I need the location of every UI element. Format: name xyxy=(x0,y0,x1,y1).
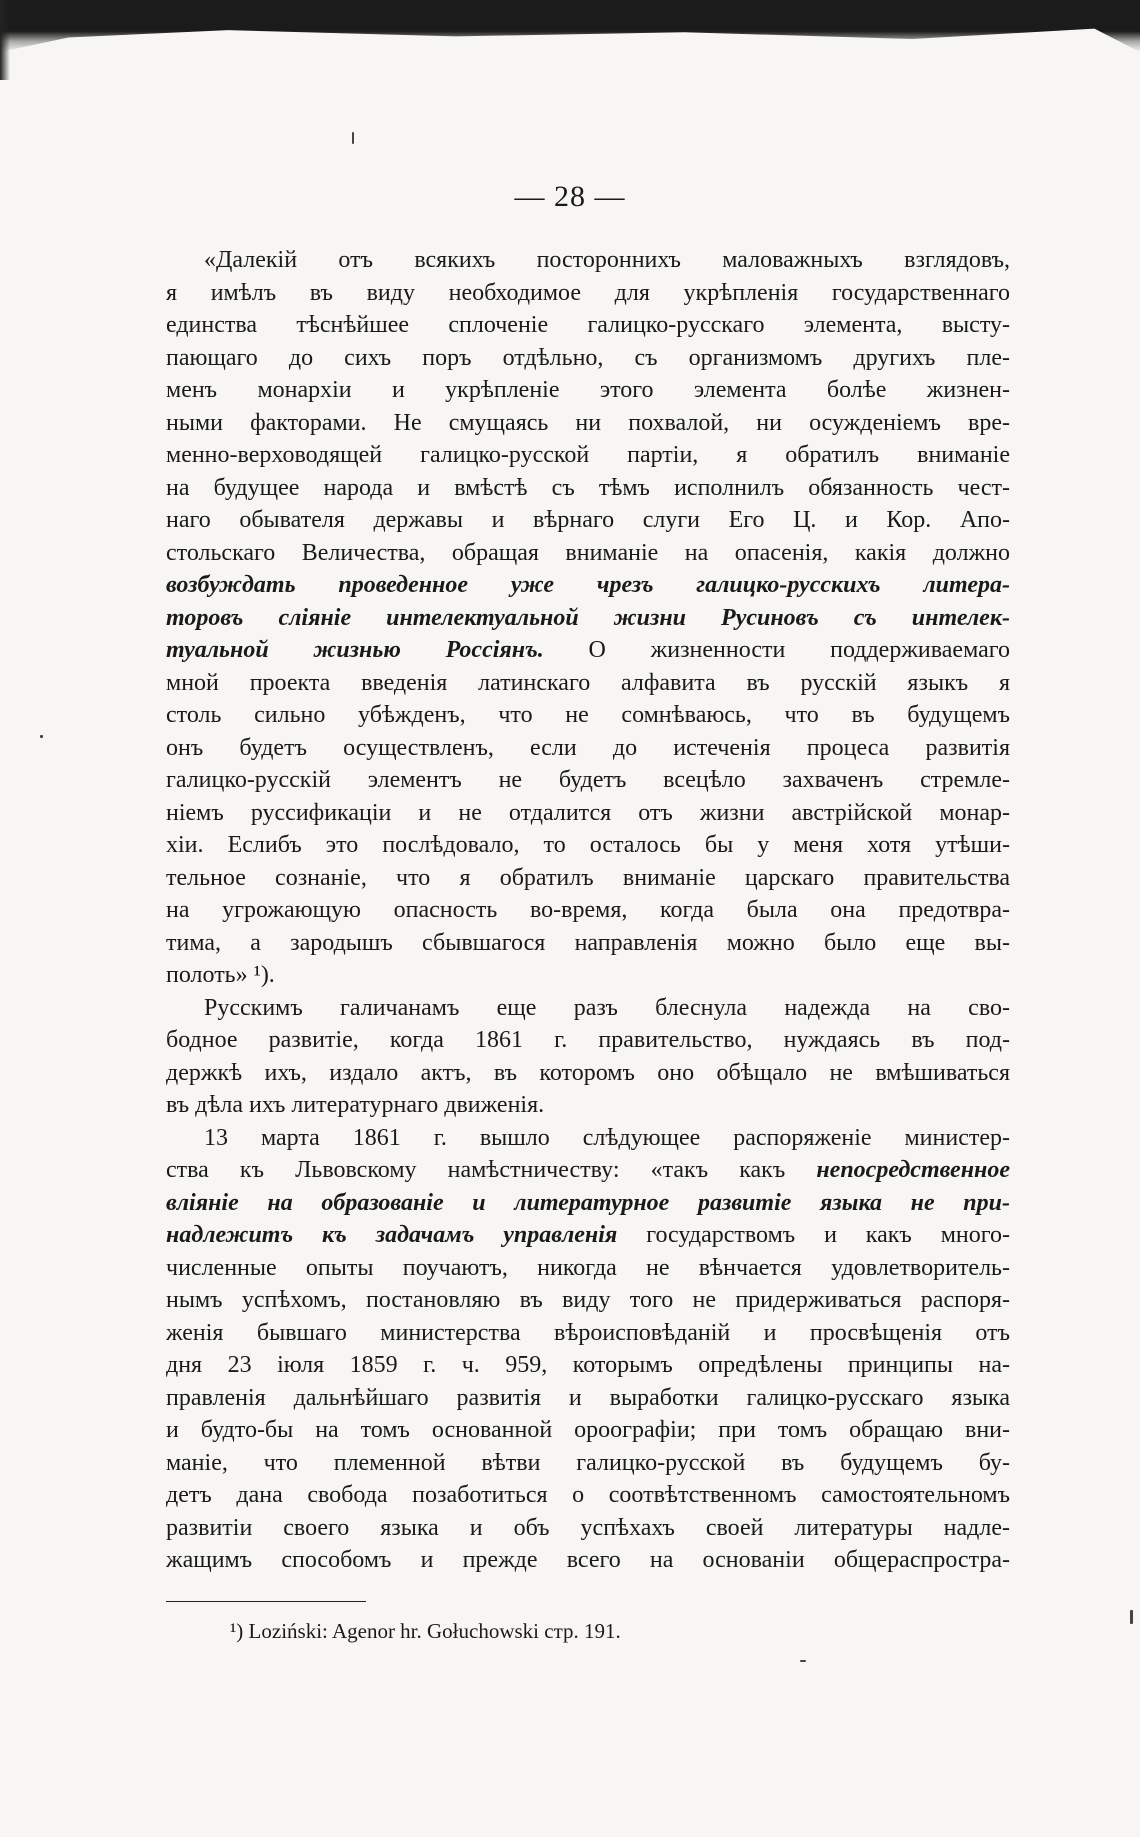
line-text: ніемъ руссификаціи и не отдалится отъ жизни австрійской монар- xyxy=(166,799,1010,826)
line-text: единства тѣснѣйшее сплоченіе галицко-русскаго элемента, высту- xyxy=(166,312,1010,338)
text-line xyxy=(166,1219,1010,1252)
line-text: численные опыты поучаютъ, никогда не вѣнчается удовлетворитель- xyxy=(166,1254,1010,1281)
footnote-rule xyxy=(166,1601,366,1602)
scan-speck xyxy=(1130,1610,1133,1624)
text-line xyxy=(166,1317,1010,1350)
line-text: тельное сознаніе, что я обратилъ вниманіе царскаго правительства xyxy=(166,864,1010,891)
line-text: детъ дана свобода позаботиться о соотвѣтственномъ самостоятельномъ xyxy=(166,1482,1010,1508)
line-text: въ дѣла ихъ литературнаго движенія. xyxy=(166,1092,545,1118)
text-line xyxy=(166,569,1010,602)
text-line xyxy=(166,1187,1010,1220)
scan-speck xyxy=(40,735,43,738)
line-text: и будто-бы на томъ основанной ороографіи; при томъ обращаю вни- xyxy=(166,1417,1010,1443)
text-line xyxy=(166,1447,1010,1480)
line-text: женія бывшаго министерства вѣроисповѣданій и просвѣщенія отъ xyxy=(166,1319,1010,1346)
line-text: дня 23 іюля 1859 г. ч. 959, которымъ опредѣлены принципы на- xyxy=(166,1352,1010,1378)
line-text: Русскимъ галичанамъ еще разъ блеснула надежда на сво- xyxy=(204,994,1010,1021)
text-line xyxy=(166,1154,1010,1187)
line-text: хіи. Еслибъ это послѣдовало, то осталось бы у меня хотя утѣши- xyxy=(166,832,1010,858)
emphasized-text: непосредственное xyxy=(816,1157,1010,1183)
text-line xyxy=(166,1414,1010,1447)
line-text: правленія дальнѣйшаго развитія и выработки галицко-русскаго языка xyxy=(166,1384,1010,1411)
text-line xyxy=(166,537,1010,570)
emphasized-text: туальной жизнью Россіянъ. xyxy=(166,637,544,663)
text-line xyxy=(166,862,1010,895)
body-text xyxy=(166,244,1010,1577)
text-line xyxy=(166,439,1010,472)
emphasized-text: торовъ сліяніе интелектуальной жизни Русиновъ съ интелек- xyxy=(166,604,1010,631)
text-line xyxy=(166,602,1010,635)
text-line xyxy=(166,244,1010,277)
line-text: тима, а зародышъ сбывшагося направленія можно было еще вы- xyxy=(166,929,1010,956)
line-text: ства къ Львовскому намѣстничеству: «такъ какъ xyxy=(166,1157,817,1183)
emphasized-text: вліяніе на образованіе и литературное развитіе языка не при- xyxy=(166,1189,1010,1216)
line-text: я имѣлъ въ виду необходимое для укрѣпленія государственнаго xyxy=(166,279,1010,306)
text-line xyxy=(166,1479,1010,1512)
text-line xyxy=(166,764,1010,797)
text-line xyxy=(166,1512,1010,1545)
line-text: наго обывателя державы и вѣрнаго слуги Его Ц. и Кор. Апо- xyxy=(166,507,1010,533)
scan-border-top xyxy=(0,0,1140,52)
text-line xyxy=(166,1089,1010,1122)
text-line xyxy=(166,992,1010,1025)
text-line xyxy=(166,1252,1010,1285)
line-text: держкѣ ихъ, издало актъ, въ которомъ оно обѣщало не вмѣшиваться xyxy=(166,1059,1010,1086)
line-text: менъ монархіи и укрѣпленіе этого элемента болѣе жизнен- xyxy=(166,377,1010,403)
text-line xyxy=(166,959,1010,992)
text-line xyxy=(166,277,1010,310)
text-line xyxy=(166,342,1010,375)
text-line xyxy=(166,927,1010,960)
text-line xyxy=(166,634,1010,667)
text-line xyxy=(166,894,1010,927)
text-line xyxy=(166,309,1010,342)
text-line xyxy=(166,407,1010,440)
text-line xyxy=(166,829,1010,862)
line-text: «Далекій отъ всякихъ постороннихъ маловажныхъ взглядовъ, xyxy=(204,247,1010,273)
line-text: полоть» ¹). xyxy=(166,962,275,988)
line-text: маніе, что племенной вѣтви галицко-русской въ будущемъ бу- xyxy=(166,1449,1010,1476)
line-text: на угрожающую опасность во-время, когда была она предотвра- xyxy=(166,897,1010,923)
line-text: О жизненности поддерживаемаго xyxy=(543,637,1010,663)
text-line xyxy=(166,1024,1010,1057)
footnote: ¹) Loziński: Agenor hr. Gołuchowski стр. 191. xyxy=(230,1619,621,1643)
line-text: на будущее народа и вмѣстѣ съ тѣмъ исполнилъ обязанность чест- xyxy=(166,474,1010,501)
line-text: пающаго до сихъ поръ отдѣльно, съ организмомъ другихъ пле- xyxy=(166,344,1010,371)
line-text: галицко-русскій элементъ не будетъ всецѣло захваченъ стремле- xyxy=(166,767,1010,793)
text-line xyxy=(166,1544,1010,1577)
text-line xyxy=(166,732,1010,765)
line-text: мной проекта введенія латинскаго алфавита въ русскій языкъ я xyxy=(166,669,1010,696)
line-text: развитіи своего языка и объ успѣхахъ своей литературы надле- xyxy=(166,1514,1010,1541)
text-line xyxy=(166,1382,1010,1415)
text-line xyxy=(166,667,1010,700)
text-line xyxy=(166,504,1010,537)
text-line xyxy=(166,699,1010,732)
line-text: столь сильно убѣжденъ, что не сомнѣваюсь, что въ будущемъ xyxy=(166,702,1010,728)
scan-border-left xyxy=(0,0,10,80)
line-text: менно-верховодящей галицко-русской партіи, я обратилъ вниманіе xyxy=(166,442,1010,468)
text-line xyxy=(166,797,1010,830)
text-line xyxy=(166,1284,1010,1317)
emphasized-text: надлежитъ къ задачамъ управленія xyxy=(166,1222,618,1248)
line-text: ными факторами. Не смущаясь ни похвалой, ни осужденіемъ вре- xyxy=(166,409,1010,436)
text-line xyxy=(166,374,1010,407)
line-text: стольскаго Величества, обращая вниманіе на опасенія, какія должно xyxy=(166,539,1010,566)
scan-speck xyxy=(800,1660,806,1662)
scan-speck xyxy=(352,132,354,144)
page-number: — 28 — xyxy=(514,180,626,213)
text-line xyxy=(166,1057,1010,1090)
emphasized-text: возбуждать проведенное уже чрезъ галицко-русскихъ литера- xyxy=(166,572,1010,598)
text-line xyxy=(166,1122,1010,1155)
line-text: нымъ успѣхомъ, постановляю въ виду того не придерживаться распоря- xyxy=(166,1287,1010,1313)
text-line xyxy=(166,472,1010,505)
line-text: государствомъ и какъ много- xyxy=(617,1222,1010,1248)
text-line xyxy=(166,1349,1010,1382)
line-text: жащимъ способомъ и прежде всего на основаніи общераспростра- xyxy=(166,1547,1010,1573)
line-text: онъ будетъ осуществленъ, если до истеченія процеса развитія xyxy=(166,734,1010,761)
line-text: бодное развитіе, когда 1861 г. правительство, нуждаясь въ под- xyxy=(166,1027,1010,1053)
line-text: 13 марта 1861 г. вышло слѣдующее распоряженіе министер- xyxy=(204,1124,1010,1151)
